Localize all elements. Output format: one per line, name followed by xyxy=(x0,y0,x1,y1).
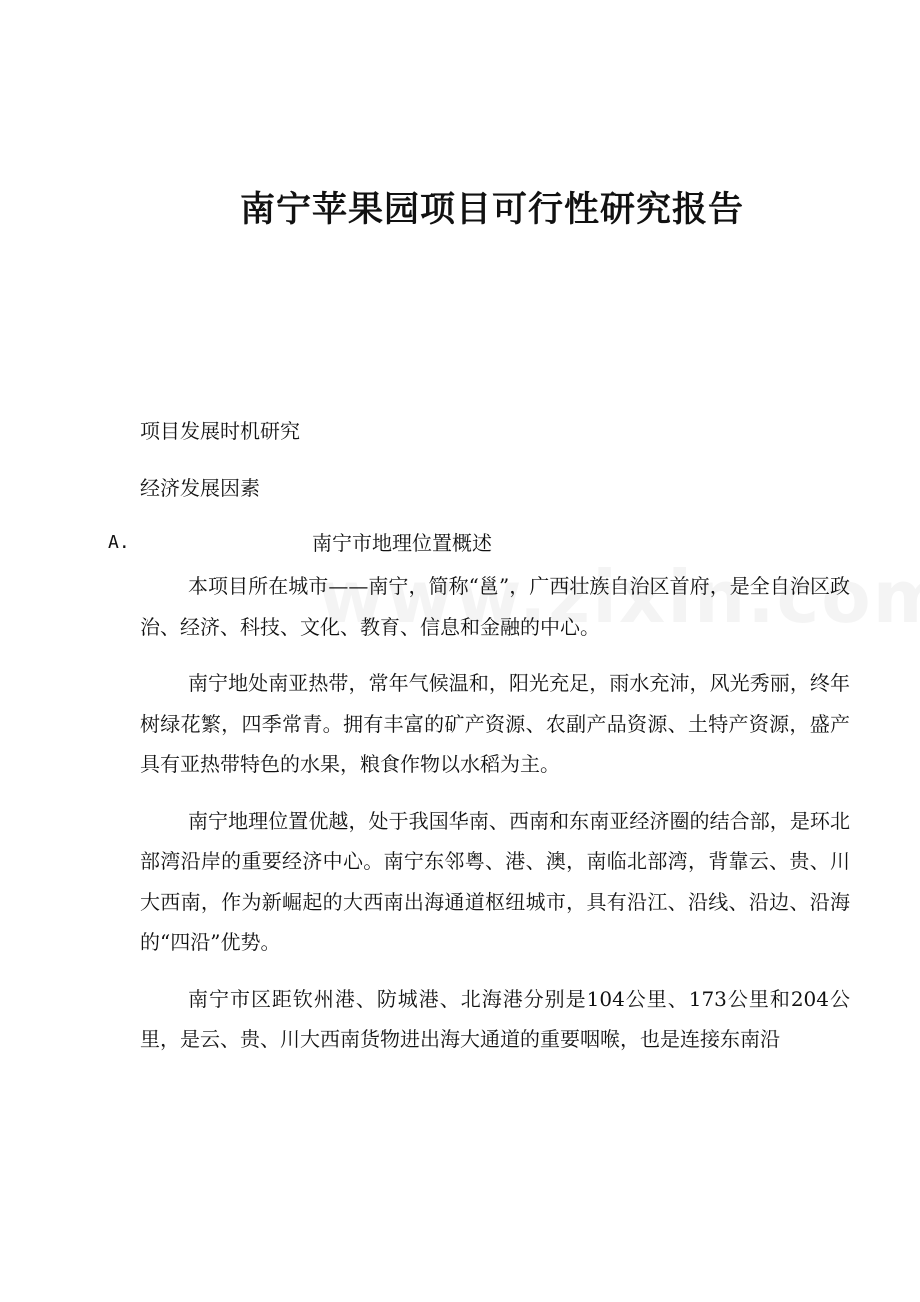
paragraph: 南宁地处南亚热带，常年气候温和，阳光充足，雨水充沛，风光秀丽，终年树绿花繁，四季常青。拥有丰富的矿产资源、农副产品资源、土特产资源，盛产具有亚热带特色的水果，粮食作物以水稻为主。 xyxy=(140,671,850,776)
section-letter: A. xyxy=(108,532,130,553)
paragraph: 南宁地理位置优越，处于我国华南、西南和东南亚经济圈的结合部，是环北部湾沿岸的重要经济中心。南宁东邻粤、港、澳，南临北部湾，背靠云、贵、川大西南，作为新崛起的大西南出海通道枢纽城市，具有沿江、沿线、沿边、沿海的“四沿”优势。 xyxy=(140,808,850,954)
heading-economic-factors: 经济发展因素 xyxy=(140,476,260,500)
section-label: 南宁市地理位置概述 xyxy=(312,531,492,555)
heading-development-timing: 项目发展时机研究 xyxy=(140,419,300,443)
paragraph: 本项目所在城市——南宁，简称“邕”，广西壮族自治区首府，是全自治区政治、经济、科技、文化、教育、信息和金融的中心。 xyxy=(140,574,850,639)
body-text xyxy=(140,566,850,1076)
paragraph: 南宁市区距钦州港、防城港、北海港分别是104公里、173公里和204公里，是云、贵、川大西南货物进出海大通道的重要咽喉，也是连接东南沿 xyxy=(140,986,850,1051)
document-title: 南宁苹果园项目可行性研究报告 xyxy=(239,190,744,230)
section-heading xyxy=(108,528,848,558)
